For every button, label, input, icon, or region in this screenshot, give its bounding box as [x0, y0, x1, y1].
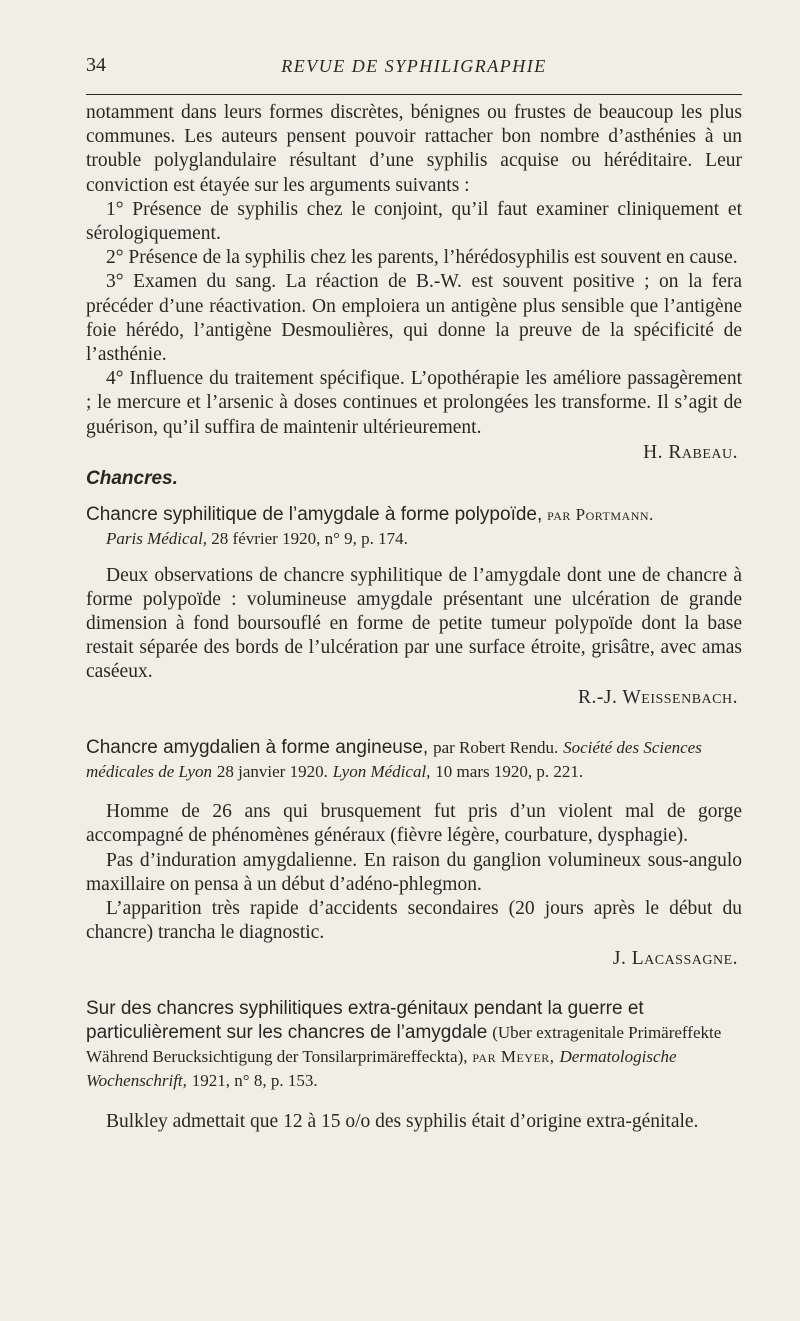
- article2-title: Chancre amygdalien à forme angineuse,: [86, 736, 429, 758]
- article1-journal: Paris Médical,: [106, 529, 208, 549]
- article2-paragraph-3: L’apparition très rapide d’accidents secondaires (20 jours après le début du chancre) trancha le diagnostic.: [86, 898, 742, 944]
- article1-ref: 28 février 1920, n° 9, p. 174.: [211, 529, 408, 549]
- article1-author: par Portmann.: [547, 505, 654, 525]
- article3-heading: [86, 997, 742, 1094]
- article3-ref: 1921, n° 8, p. 153.: [191, 1071, 318, 1091]
- article2-author: par Robert Rendu.: [433, 737, 559, 757]
- article3-journal: Dermatologische Wochenschrift,: [86, 1047, 677, 1091]
- article3-translation: (Uber extragenitale Primäreffekte Während Berucksichtigung der Tonsilarprimäreffeckta),: [86, 1022, 722, 1067]
- article2-ref: 10 mars 1920, p. 221.: [435, 762, 584, 782]
- section-heading: Chancres.: [86, 468, 178, 490]
- page-number: 34: [86, 54, 106, 76]
- article0-point-4: 4° Influence du traitement spécifique. L’opothérapie les améliore passagèrement ; le mercure et l’arsenic à doses continues et prolongées les transforme. Il s’agit de guérison, qu’il suffira de maintenir ultérieurement.: [86, 368, 742, 438]
- article3-body: Bulkley admettait que 12 à 15 o/o des syphilis était d’origine extra-génitale.: [106, 1110, 699, 1132]
- article3-title: Sur des chancres syphilitiques extra-génitaux pendant la guerre et particulièrement sur les chancres de l’amygdale: [86, 997, 644, 1043]
- article2-date: 28 janvier 1920.: [216, 762, 328, 782]
- article2-journal-part: Société des Sciences médicales de Lyon: [86, 737, 702, 782]
- article0-intro: notamment dans leurs formes discrètes, bénignes ou frustes de beaucoup les plus communes. Les auteurs pensent pouvoir rattacher bon nombre d’asthénies à un trouble polyglandulaire résultant d’une syphilis acquise ou héréditaire. Leur conviction est étayée sur les arguments suivants :: [86, 102, 742, 196]
- page-content: [86, 101, 742, 1134]
- article2-paragraph-2: Pas d’induration amygdalienne. En raison du ganglion volumineux sous-angulo maxillaire on pensa à un début d’adéno-phlegmon.: [86, 849, 742, 895]
- article2-signature: J. Lacassagne.: [612, 947, 738, 969]
- article1-title: Chancre syphilitique de l’amygdale à forme polypoïde,: [86, 504, 543, 526]
- article2-paragraph-1: Homme de 26 ans qui brusquement fut pris d’un violent mal de gorge accompagné de phénomènes généraux (fièvre légère, courbature, dysphagie).: [86, 801, 742, 847]
- header-rule: [86, 94, 742, 95]
- article0-point-3: 3° Examen du sang. La réaction de B.-W. est souvent positive ; on la fera précéder d’une réactivation. On emploiera un antigène plus sensible que l’antigène foie hérédo, l’antigène Desmoulières, qui donne la preuve de la spécificité de l’asthénie.: [86, 271, 742, 366]
- article2-journal: Lyon Médical,: [332, 762, 431, 782]
- article0-point-1: 1° Présence de syphilis chez le conjoint, qu’il faut examiner cliniquement et sérologiquement.: [86, 198, 742, 245]
- page-header: [86, 54, 742, 84]
- article1-signature: R.-J. Weissenbach.: [578, 686, 738, 708]
- article1-body: Deux observations de chancre syphilitique de l’amygdale dont une de chancre à forme polypoïde : volumineuse amygdale présentant une ulcération de grande dimension à fond boursouflé en forme de petite tumeur polypoïde dont la base restait séparée des bords de l’ulcération par une surface étroite, grisâtre, avec amas caséeux.: [86, 564, 742, 683]
- article2-heading: [86, 736, 742, 784]
- article0-point-2: 2° Présence de la syphilis chez les parents, l’hérédosyphilis est souvent en cause.: [106, 247, 738, 269]
- article0-signature: H. Rabeau.: [643, 441, 738, 463]
- article1-heading: [86, 503, 742, 551]
- running-title: REVUE DE SYPHILIGRAPHIE: [281, 56, 547, 76]
- article3-author: par Meyer,: [472, 1047, 555, 1067]
